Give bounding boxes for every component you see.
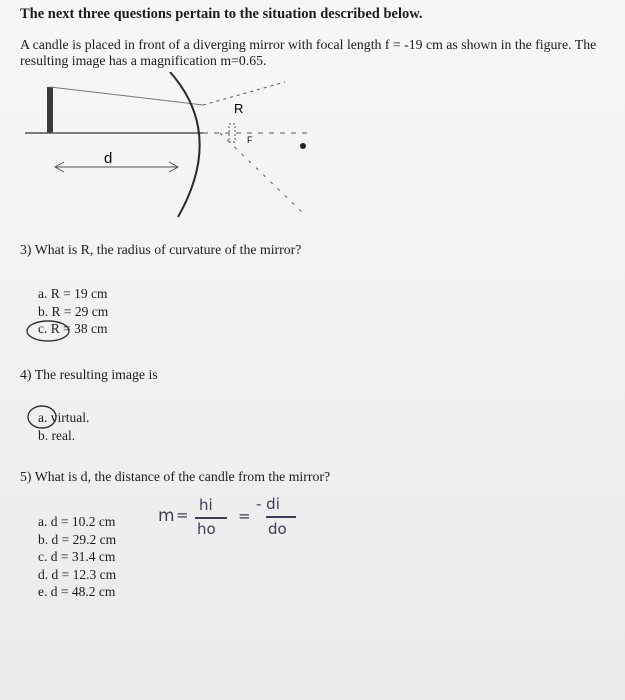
reflected-ray-dashed [203,82,285,105]
handwritten-m: m [158,506,175,526]
q3-option-c: c. R = 38 cm [38,321,108,336]
q3-option-b: b. R = 29 cm [38,303,109,319]
diverging-mirror [170,72,200,217]
q5-option-a: a. d = 10.2 cm [38,514,116,529]
q5-options [38,513,116,601]
handwritten-neg-di: - di [256,495,280,513]
diverging-ray-dashed [220,133,302,212]
label-F: F [247,135,253,145]
q5-option-d: d. d = 12.3 cm [38,566,117,582]
q4-answer-circle [24,404,64,432]
fraction-bar-2 [266,516,296,518]
label-R: R [234,101,244,116]
handwritten-do: do [268,520,287,538]
q4-option-b: b. real. [38,427,76,443]
q3-answer-circle [24,318,74,346]
incident-ray [50,87,203,105]
mirror-figure [20,72,320,222]
handwritten-ho: ho [197,520,216,538]
problem-statement [20,37,610,69]
page-heading: The next three questions pertain to the situation described below. [20,6,423,22]
handwritten-equals-1: = [176,506,189,524]
center-of-curvature-point [300,143,306,149]
q5-option-b: b. d = 29.2 cm [38,531,117,547]
intro-line-2: resulting image has a magnification m=0.65. [20,53,267,68]
handwritten-hi: hi [199,496,213,514]
q5-option-c: c. d = 31.4 cm [38,549,116,564]
handwritten-equals-2: = [238,507,251,525]
candle-body [47,87,53,133]
question-5: 5) What is d, the distance of the candle from the mirror? [20,469,331,484]
question-3: 3) What is R, the radius of curvature of the mirror? [20,242,302,257]
label-d: d [104,150,113,167]
question-4: 4) The resulting image is [20,367,158,382]
fraction-bar-1 [195,517,227,519]
intro-line-1: A candle is placed in front of a diverging mirror with focal length f = -19 cm as shown in the figure. The [20,37,597,52]
q5-option-e: e. d = 48.2 cm [38,584,116,599]
q3-option-a: a. R = 19 cm [38,286,108,301]
q4-option-a: a. virtual. [38,410,90,425]
